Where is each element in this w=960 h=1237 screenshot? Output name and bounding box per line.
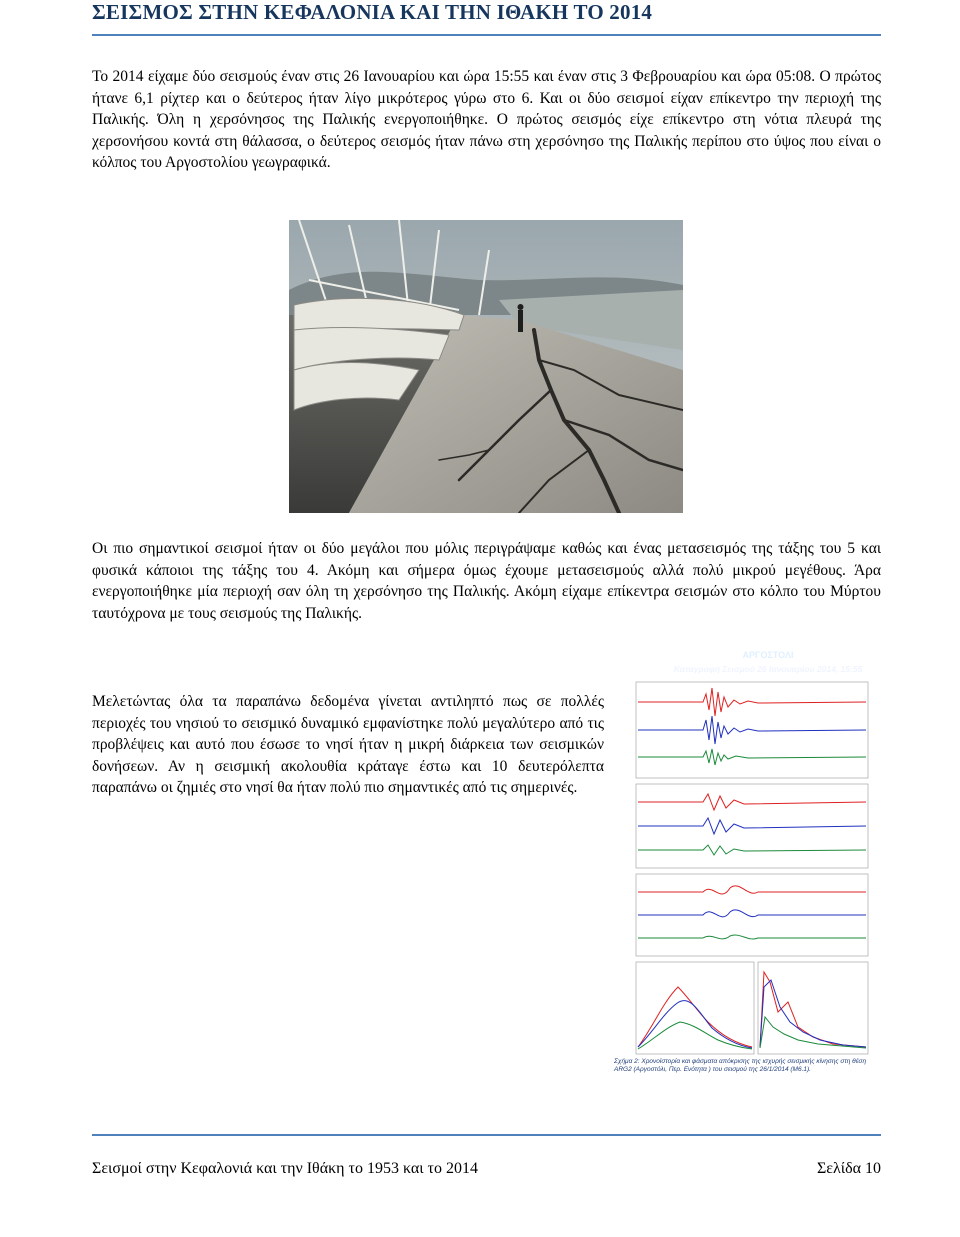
header-divider [92,34,881,36]
intro-paragraph: Το 2014 είχαμε δύο σεισμούς έναν στις 26 Ιανουαρίου και ώρα 15:55 και έναν στις 3 Φεβρουαρίου και ώρα 05:08. Ο πρώτος ήτανε 6,1 ρίχτερ και ο δεύτερος ήταν λίγο μικρότερος γύρω στο 6. Και οι δύο σεισμοί είχαν επίκεντρο την περιοχή της Παλικής. Όλη η χερσόνησος της Παλικής ενεργοποιήθηκε. Ο πρώτος σεισμός είχε επίκεντρο στη νότια πλευρά της χερσονήσου κοντά στη θάλασσα, ο δεύτερος σεισμός ήταν πάνω στη χερσόνησο της Παλικής περίπου στο ύψος που είναι ο κόλπος του Αργοστολίου γεωγραφικά. [92,68,881,171]
figure-location: ΑΡΓΟΣΤΟΛΙ [742,650,794,660]
earthquake-damage-photo [289,220,683,513]
response-spectrum-right [758,962,868,1054]
second-paragraph: Οι πιο σημαντικοί σεισμοί ήταν οι δύο μεγάλοι που μόλις περιγράψαμε καθώς και ένας μετασεισμός της τάξης του 5 και φυσικά κάποιοι της τάξης του 4. Ακόμη και σήμερα όμως έχουμε μετασεισμούς αλλά πολύ μικρού μεγέθους. Άρα ενεργοποιήθηκε μία περιοχή σαν όλη τη χερσόνησο της Παλικής. Ακόμη είχαμε επίκεντρα σεισμών στο κόλπο του Μύρτου ταυτόχρονα με τους σεισμούς της Παλικής. [92,540,881,622]
seismogram-figure [608,642,880,1090]
footer-document-title: Σεισμοί στην Κεφαλονιά και την Ιθάκη το 1953 και το 2014 [92,1160,478,1177]
acceleration-panel [636,682,868,778]
displacement-panel [636,874,868,956]
figure-caption: Σχήμα 2: Χρονοϊστορία και φάσματα απόκρισης της ισχυρής σεισμικής κίνησης στη θέση ARG2 (Αργοστόλι, Περ. Ενότητα ) του σεισμού της 26/1/2014 (M6.1). [614,1058,867,1073]
footer-divider [92,1134,881,1136]
page-header-title: ΣΕΙΣΜΟΣ ΣΤΗΝ ΚΕΦΑΛΟΝΙΑ ΚΑΙ ΤΗΝ ΙΘΑΚΗ ΤΟ 2014 [92,0,653,24]
response-spectrum-left [636,962,754,1054]
figure-title: Καταγραφή Σεισμού 26 Ιανουαρίου 2014, 15:55 [673,664,863,674]
third-paragraph: Μελετώντας όλα τα παραπάνω δεδομένα γίνεται αντιληπτό πως σε πολλές περιοχές του νησιού το σεισμικό δυναμικό εμφανίστηκε πολύ μεγαλύτερο από τις προβλέψεις και αυτό που έσωσε το νησί ήταν η μικρή διάρκεια των σεισμικών δονήσεων. Αν η σεισμική ακολουθία κράταγε έστω και 10 δευτερόλεπτα παραπάνω οι ζημιές στο νησί θα ήταν πολύ πιο σημαντικές από τις σημερινές. [92,693,604,796]
velocity-panel [636,784,868,868]
footer-page-number: Σελίδα 10 [816,1160,881,1177]
